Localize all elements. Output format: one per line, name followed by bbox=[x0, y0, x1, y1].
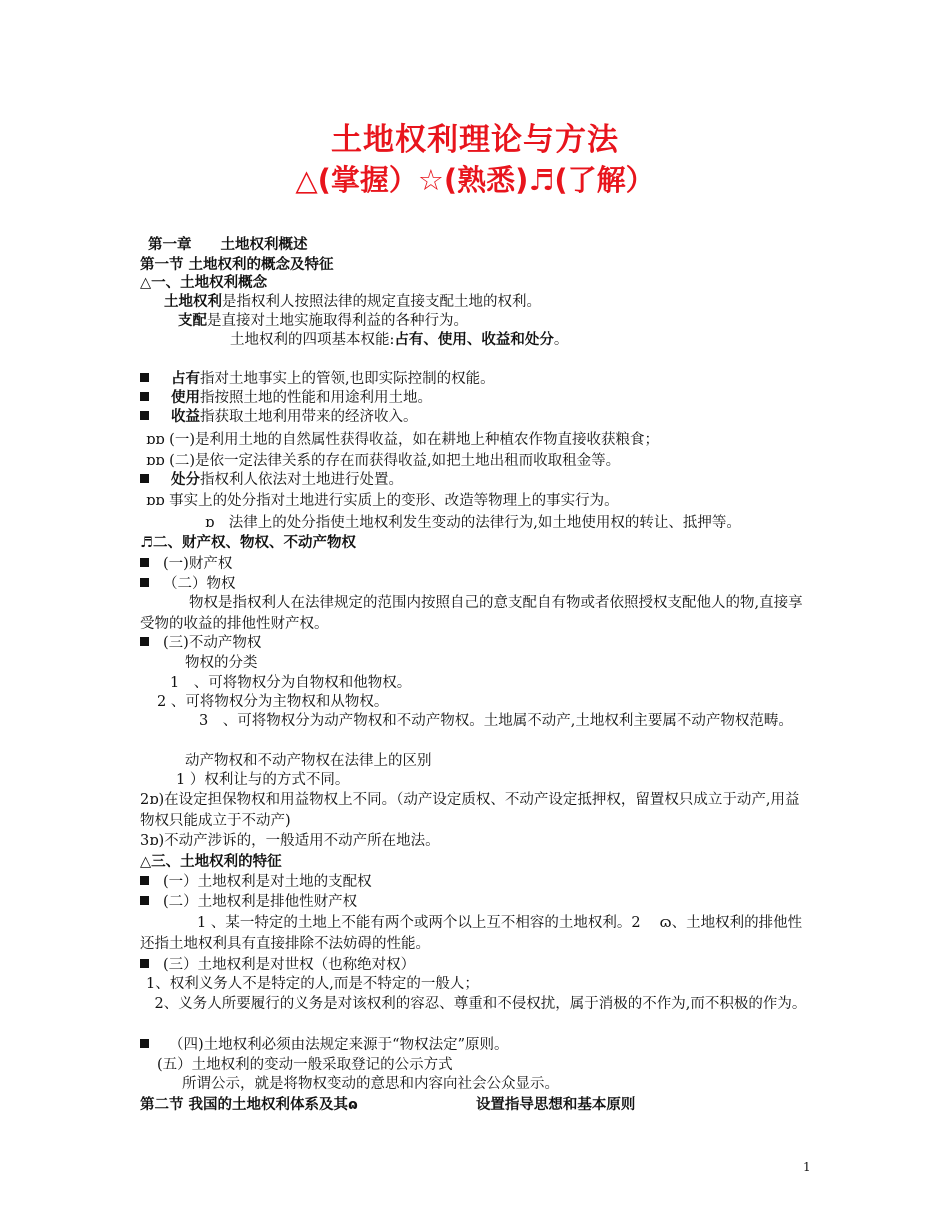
definition: 是指权利人按照法律的规定直接支配土地的权利。 bbox=[222, 294, 541, 310]
section-heading bbox=[140, 1096, 812, 1115]
paragraph: 所谓公示，就是将物权变动的意思和内容向社会公众显示。 bbox=[182, 1076, 559, 1092]
text: 土地权利的四项基本权能: bbox=[230, 332, 395, 348]
list-item: 1 ）权利让与的方式不同。 bbox=[176, 772, 350, 788]
paragraph: 物权的分类 bbox=[185, 655, 258, 671]
bullet-item bbox=[140, 370, 812, 389]
subsection-heading: ♬二、财产权、物权、不动产物权 bbox=[140, 535, 356, 551]
paragraph: 物权是指权利人在法律规定的范围内按照自己的意支配自有物或者依照授权支配他人的物,直接享受物的收益的排他性财产权。 bbox=[140, 595, 803, 632]
definition: 是直接对土地实施取得利益的各种行为。 bbox=[207, 313, 468, 329]
square-bullet-icon bbox=[140, 373, 149, 382]
bullet-item bbox=[140, 893, 812, 912]
list-item: 2ɒ)在设定担保物权和用益物权上不同。（动产设定质权、不动产设定抵押权，留置权只成立于动产,用益物权只能成立于不动产) bbox=[140, 792, 800, 829]
text: (二）土地权利是排他性财产权 bbox=[163, 894, 358, 910]
subsection-heading: △一、土地权利概念 bbox=[140, 275, 268, 291]
paragraph bbox=[164, 293, 836, 312]
document-subtitle: △(掌握）☆(熟悉)♬(了解） bbox=[295, 163, 655, 197]
list-item: 2 、可将物权分为主物权和从物权。 bbox=[157, 694, 389, 710]
text: （四)土地权利必须由法规定来源于“物权法定”原则。 bbox=[169, 1037, 509, 1053]
term: 土地权利 bbox=[164, 294, 222, 310]
term: 支配 bbox=[178, 313, 207, 329]
square-bullet-icon bbox=[140, 637, 149, 646]
list-item: 1、权利义务人不是特定的人,而是不特定的一般人； bbox=[146, 976, 479, 992]
term: 使用 bbox=[171, 390, 200, 406]
section-heading: 第一节 土地权利的概念及特征 bbox=[140, 257, 334, 273]
list-item: 1 、可将物权分为自物权和他物权。 bbox=[170, 675, 412, 691]
bullet-item bbox=[140, 634, 812, 653]
square-bullet-icon bbox=[140, 392, 149, 401]
paragraph: ɒ 法律上的处分指使土地权利发生变动的法律行为,如土地使用权的转让、抵押等。 bbox=[205, 515, 741, 531]
term: 占有 bbox=[171, 371, 200, 387]
paragraph bbox=[178, 312, 850, 331]
square-bullet-icon bbox=[140, 411, 149, 420]
subsection-heading: △三、土地权利的特征 bbox=[140, 854, 282, 870]
chapter-heading: 第一章 土地权利概述 bbox=[148, 237, 308, 253]
paragraph bbox=[230, 331, 902, 350]
term: 处分 bbox=[171, 472, 200, 488]
text: （二）物权 bbox=[163, 576, 236, 592]
text: (三）土地权利是对世权（也称绝对权） bbox=[163, 957, 416, 973]
bullet-item bbox=[140, 408, 812, 427]
square-bullet-icon bbox=[140, 474, 149, 483]
square-bullet-icon bbox=[140, 896, 149, 905]
text: 指按照土地的性能和用途利用土地。 bbox=[200, 390, 432, 406]
document-title: 土地权利理论与方法 bbox=[331, 122, 619, 158]
square-bullet-icon bbox=[140, 1039, 149, 1048]
paragraph: ɒɒ (一)是利用土地的自然属性获得收益，如在耕地上种植农作物直接收获粮食； bbox=[146, 432, 659, 448]
bullet-item bbox=[140, 1036, 812, 1055]
term: 收益 bbox=[171, 409, 200, 425]
paragraph: (五）土地权利的变动一般采取登记的公示方式 bbox=[157, 1057, 453, 1073]
text: (一）土地权利是对土地的支配权 bbox=[163, 874, 372, 890]
paragraph: ɒɒ (二)是依一定法律关系的存在而获得收益,如把土地出租而收取租金等。 bbox=[146, 453, 621, 469]
list-item: 3ɒ)不动产涉诉的，一般适用不动产所在地法。 bbox=[140, 833, 440, 849]
page-number: 1 bbox=[803, 1160, 811, 1174]
heading-part: 设置指导思想和基本原则 bbox=[475, 1097, 636, 1113]
text: 指对土地事实上的管领,也即实际控制的权能。 bbox=[200, 371, 495, 387]
square-bullet-icon bbox=[140, 558, 149, 567]
square-bullet-icon bbox=[140, 876, 149, 885]
square-bullet-icon bbox=[140, 578, 149, 587]
text: (三)不动产物权 bbox=[163, 635, 262, 651]
paragraph: ɒɒ 事实上的处分指对土地进行实质上的变形、改造等物理上的事实行为。 bbox=[146, 493, 619, 509]
bullet-item bbox=[140, 389, 812, 408]
text: 指权利人依法对土地进行处置。 bbox=[200, 472, 403, 488]
heading-part: 第二节 我国的土地权利体系及其ɷ bbox=[140, 1097, 358, 1113]
list-item: 2、义务人所要履行的义务是对该权利的容忍、尊重和不侵权扰，属于消极的不作为,而不积极的作为。 bbox=[140, 996, 807, 1012]
list-item: 3 、可将物权分为动产物权和不动产物权。土地属不动产,土地权利主要属不动产物权范畴。 bbox=[170, 713, 793, 729]
paragraph: 1 、某一特定的土地上不能有两个或两个以上互不相容的土地权利。2 ɷ、土地权利的排他性还指土地权利具有直接排除不法妨碍的性能。 bbox=[140, 915, 803, 952]
bullet-item bbox=[140, 575, 812, 594]
bullet-item bbox=[140, 471, 812, 490]
term: 占有、使用、收益和处分 bbox=[394, 332, 554, 348]
text: 指获取土地利用带来的经济收入。 bbox=[200, 409, 418, 425]
bullet-item bbox=[140, 555, 812, 574]
paragraph: 动产物权和不动产物权在法律上的区别 bbox=[185, 753, 432, 769]
text: (一)财产权 bbox=[163, 556, 233, 572]
bullet-item bbox=[140, 873, 812, 892]
square-bullet-icon bbox=[140, 959, 149, 968]
bullet-item bbox=[140, 956, 812, 975]
text: 。 bbox=[553, 332, 569, 348]
